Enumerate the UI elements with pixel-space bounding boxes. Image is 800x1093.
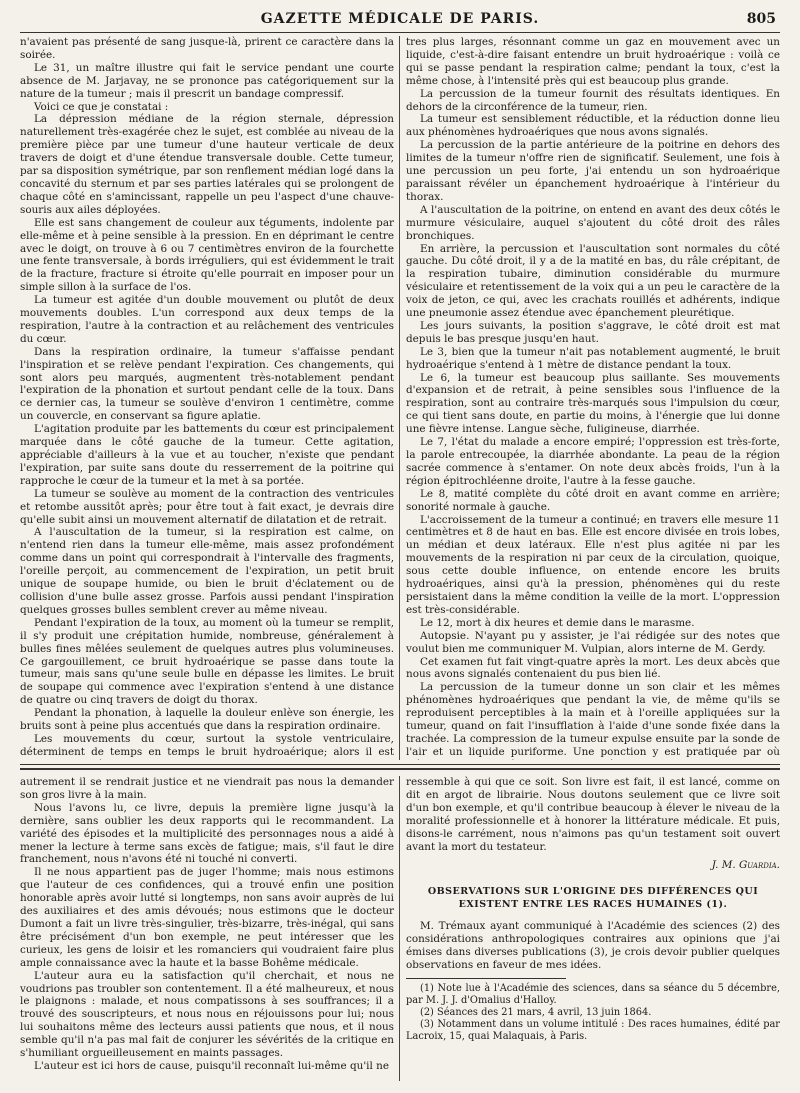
paragraph: L'agitation produite par les battements du cœur est principalement marquée dans le côté gauche de la tumeur. Cette agitation, appréciable d'ailleurs à la vue et au toucher, n'existe que pendant l'expiration, par suite sans doute du resserrement de la poitrine qui rapproche le cœur de la tumeur et la met à sa portée.	[20, 423, 394, 487]
paragraph: La dépression médiane de la région sternale, dépression naturellement très-exagérée chez le sujet, est comblée au niveau de la première pièce par une tumeur d'une hauteur verticale de deux travers de doigt et d'une étendue transversale double. Cette tumeur, par sa disposition symétrique, par son renflement médian logé dans la concavité du sternum et par ses parties latérales qui se prolongent de chaque côté en s'amincissant, rappelle un peu l'aspect d'une chauve-souris aux ailes déployées.	[20, 113, 394, 216]
paragraph: Le 8, matité complète du côté droit en avant comme en arrière; sonorité normale à gauche.	[406, 487, 780, 513]
paragraph: La tumeur se soulève au moment de la contraction des ventricules et retombe aussitôt après; pour être tout à fait exact, je devrais dire qu'elle subit ainsi un mouvement alternatif de dilatation et de retrait.	[20, 487, 394, 526]
paragraph: La percussion de la tumeur donne un son clair et les mêmes phénomènes hydroaériques que pendant la vie, de même qu'ils se reproduisent perceptibles à la main et à l'oreille appliquées sur la tumeur, quand on fait l'insufflation à l'aide d'une sonde fixée dans la trachée. La compression de la tumeur expulse ensuite par la sonde de l'air et un liquide puriforme. Une ponction y est pratiquée par où	[406, 681, 780, 758]
column-divider	[399, 776, 400, 1081]
footnote: (2) Séances des 21 mars, 4 avril, 13 juin 1864.	[420, 1006, 652, 1018]
page-header	[20, 10, 780, 33]
paragraph: Le 12, mort à dix heures et demie dans le marasme.	[420, 616, 695, 629]
paragraph: Dans la respiration ordinaire, la tumeur s'affaisse pendant l'inspiration et se relève pendant l'expiration. Ces changements, qui sont alors peu marqués, augmentent très-notablement pendant l'expiration de la phonation et surtout pendant celle de la toux. Dans ce dernier cas, la tumeur se soulève d'environ 1 centimètre, comme un couvercle, en conservant sa figure aplatie.	[20, 345, 394, 423]
paragraph: Voici ce que je constatai :	[34, 100, 169, 113]
article-heading: OBSERVATIONS SUR L'ORIGINE DES DIFFÉRENCES QUI EXISTENT ENTRE LES RACES HUMAINES (1).	[427, 886, 759, 911]
page-number: 805	[746, 11, 776, 27]
bottom-left-column	[20, 776, 394, 1081]
paragraph: Le 3, bien que la tumeur n'ait pas notablement augmenté, le bruit hydroaérique s'entend à 1 mètre de distance pendant la toux.	[406, 345, 780, 371]
top-left-column	[20, 36, 394, 760]
section-divider-thick	[20, 768, 780, 770]
bottom-right-column	[406, 776, 780, 1081]
paragraph: ressemble à qui que ce soit. Son livre est fait, il est lancé, comme on dit en argot de librairie. Nous doutons seulement que ce livre soit d'un bon exemple, et qu'il contribue beaucoup à élever le niveau de la moralité professionnelle et à honorer la littérature médicale. Et puis, disons-le carrément, nous n'aimons pas qu'un testament soit ouvert avant la mort du testateur.	[406, 776, 780, 853]
column-divider	[399, 36, 400, 760]
paragraph: La percussion de la partie antérieure de la poitrine en dehors des limites de la tumeur n'offre rien de significatif. Seulement, une fois à une percussion un peu forte, j'ai entendu un son hydroaérique paraissant révéler un épanchement hydroaérique à l'intérieur du thorax.	[406, 139, 780, 203]
paragraph: Les mouvements du cœur, surtout la systole ventriculaire, déterminent de temps en temps le bruit hydroaérique; alors il est	[20, 732, 394, 758]
paragraph: En arrière, la percussion et l'auscultation sont normales du côté gauche. Du côté droit, il y a de la matité en bas, du râle crépitant, de la respiration tubaire, diminution considérable du murmure vésiculaire et retentissement de la voix qui a un peu le caractère de la voix de jeton, ce qui, avec les crachats rouillés et adhérents, indique une pneumonie assez étendue avec épanchement pleurétique.	[406, 242, 780, 320]
paragraph: Nous l'avons lu, ce livre, depuis la première ligne jusqu'à la dernière, sans oublier les deux rapports qui le recommandent. La variété des épisodes et la multiplicité des personnages nous a aidé à mener la lecture à terme sans excès de fatigue; mais, s'il faut le dire franchement, nous n'avons été ni touché ni converti.	[20, 801, 394, 866]
paragraph: La tumeur est agitée d'un double mouvement ou plutôt de deux mouvements doubles. L'un correspond aux deux temps de la respiration, l'autre à la contraction et au relâchement des ventricules du cœur.	[20, 294, 394, 345]
author-signature: J. M. Guardia.	[711, 859, 780, 872]
paragraph: Le 7, l'état du malade a encore empiré; l'oppression est très-forte, la parole entrecoupée, la diarrhée abondante. La peau de la région sacrée commence à s'entamer. On note deux abcès froids, l'un à la région épitrochléenne droite, l'autre à la fesse gauche.	[406, 436, 780, 487]
paragraph: autrement il se rendrait justice et ne viendrait pas nous la demander son gros livre à la main.	[20, 776, 394, 801]
paragraph: Elle est sans changement de couleur aux téguments, indolente par elle-même et à peine sensible à la pression. En en déprimant le centre avec le doigt, on trouve à 6 ou 7 centimètres environ de la fourchette une fente transversale, à bords irréguliers, qui est évidemment le trait de la fracture, fracture si étroite qu'elle pourrait en imposer pour un simple sillon à la surface de l'os.	[20, 216, 394, 294]
paragraph: La tumeur est sensiblement réductible, et la réduction donne lieu aux phénomènes hydroaériques que nous avons signalés.	[406, 113, 780, 139]
paragraph: Le 31, un maître illustre qui fait le service pendant une courte absence de M. Jarjavay, ne se prononce pas catégoriquement sur la nature de la tumeur ; mais il prescrit un bandage compressif.	[20, 61, 394, 100]
paragraph: L'auteur aura eu la satisfaction qu'il cherchait, et nous ne voudrions pas troubler son contentement. Il a été malheureux, et nous le plaignons : malade, et nous compatissons à ses souffrances; il a trouvé des souscripteurs, et nous nous en réjouissons pour lui; nous lui souhaitons même des lecteurs aussi patients que nous, et il nous semble qu'il n'a pas mal fait de conjurer les sévérités de la critique en s'humiliant orgueilleusement en maints passages.	[20, 969, 394, 1060]
paragraph: L'accroissement de la tumeur a continué; en travers elle mesure 11 centimètres et 8 de haut en bas. Elle est encore divisée en trois lobes, un médian et deux latéraux. Elle n'est plus agitée ni par les mouvements de la respiration ni par ceux de la circulation, quoique, sous cette double influence, on entende encore les bruits hydroaériques, ainsi qu'à la pression, phénomènes qui du reste persistaient dans la même condition la veille de la mort. L'oppression est très-considérable.	[406, 513, 780, 616]
footnote: (1) Note lue à l'Académie des sciences, dans sa séance du 5 décembre, par M. J. J. d'Omalius d'Halloy.	[406, 982, 780, 1006]
paragraph: Il ne nous appartient pas de juger l'homme; mais nous estimons que l'auteur de ces confidences, qui a trouvé enfin une position honorable après avoir lutté si longtemps, non sans avoir auprès de lui des auxiliaires et des amis dévoués; nous estimons que le docteur Dumont a fait un livre très-singulier, très-bizarre, très-inégal, qui sans être précisément d'un bon exemple, ne peut intéresser que les curieux, les gens de loisir et les romanciers qui voudraient faire plus ample connaissance avec la haute et la basse Bohême médicale.	[20, 866, 394, 969]
paragraph: tres plus larges, résonnant comme un gaz en mouvement avec un liquide, c'est-à-dire faisant entendre un bruit hydroaérique : voilà ce qui se passe pendant la respiration calme; pendant la toux, c'est la même chose, à l'intensité près qui est beaucoup plus grande.	[406, 36, 780, 87]
paragraph: Pendant l'expiration de la toux, au moment où la tumeur se remplit, il s'y produit une crépitation humide, nombreuse, généralement à bulles fines mêlées seulement de quelques autres plus volumineuses. Ce gargouillement, ce bruit hydroaérique se passe dans toute la tumeur, mais sans qu'une seule bulle en dépasse les limites. Le bruit de soupape qui commence avec l'expiration s'entend à une distance de quatre ou cinq travers de doigt du thorax.	[20, 616, 394, 707]
paragraph: Les jours suivants, la position s'aggrave, le côté droit est mat depuis le bas presque jusqu'en haut.	[406, 319, 780, 345]
paragraph: L'auteur est ici hors de cause, puisqu'il reconnaît lui-même qu'il ne	[34, 1059, 389, 1072]
paragraph: A l'auscultation de la tumeur, si la respiration est calme, on n'entend rien dans la tumeur elle-même, mais assez profondément comme dans un point qui correspondrait à l'intervalle des fragments, l'oreille perçoit, au commencement de l'expiration, un petit bruit unique de soupape humide, ou bien le bruit d'éclatement ou de collision d'une bulle assez grosse. Parfois aussi pendant l'inspiration quelques grosses bulles semblent crever au même niveau.	[20, 526, 394, 616]
paragraph: La percussion de la tumeur fournit des résultats identiques. En dehors de la circonférence de la tumeur, rien.	[406, 87, 780, 113]
journal-title: GAZETTE MÉDICALE DE PARIS.	[260, 11, 540, 27]
paragraph: Cet examen fut fait vingt-quatre après la mort. Les deux abcès que nous avons signalés contenaient du pus bien lié.	[406, 655, 780, 681]
paragraph: Autopsie. N'ayant pu y assister, je l'ai rédigée sur des notes que voulut bien me communiquer M. Vulpian, alors interne de M. Gerdy.	[406, 629, 780, 655]
paragraph: Le 6, la tumeur est beaucoup plus saillante. Ses mouvements d'expansion et de retrait, à peine sensibles sous l'influence de la respiration, sont au contraire très-marqués sous l'impulsion du cœur, ce qui tient sans doute, en partie du moins, à l'énergie que lui donne une fièvre intense. Langue sèche, fuligineuse, diarrhée.	[406, 371, 780, 436]
footnote-divider	[406, 978, 566, 979]
top-right-column	[406, 36, 780, 760]
paragraph: A l'auscultation de la poitrine, on entend en avant des deux côtés le murmure vésiculaire, auquel s'ajoutent du côté droit des râles bronchiques.	[406, 203, 780, 242]
paragraph: Pendant la phonation, à laquelle la douleur enlève son énergie, les bruits sont à peine plus accentués que dans la respiration ordinaire.	[20, 707, 394, 733]
paragraph: M. Trémaux ayant communiqué à l'Académie des sciences (2) des considérations anthropologiques contraires aux opinions que j'ai émises dans diverses publications (3), je crois devoir publier quelques observations en faveur de mes idées.	[406, 920, 780, 971]
paragraph: n'avaient pas présenté de sang jusque-là, prirent ce caractère dans la soirée.	[20, 36, 394, 61]
footnote: (3) Notamment dans un volume intitulé : Des races humaines, édité par Lacroix, 15, quai Malaquais, à Paris.	[406, 1018, 780, 1042]
section-divider	[20, 764, 780, 765]
